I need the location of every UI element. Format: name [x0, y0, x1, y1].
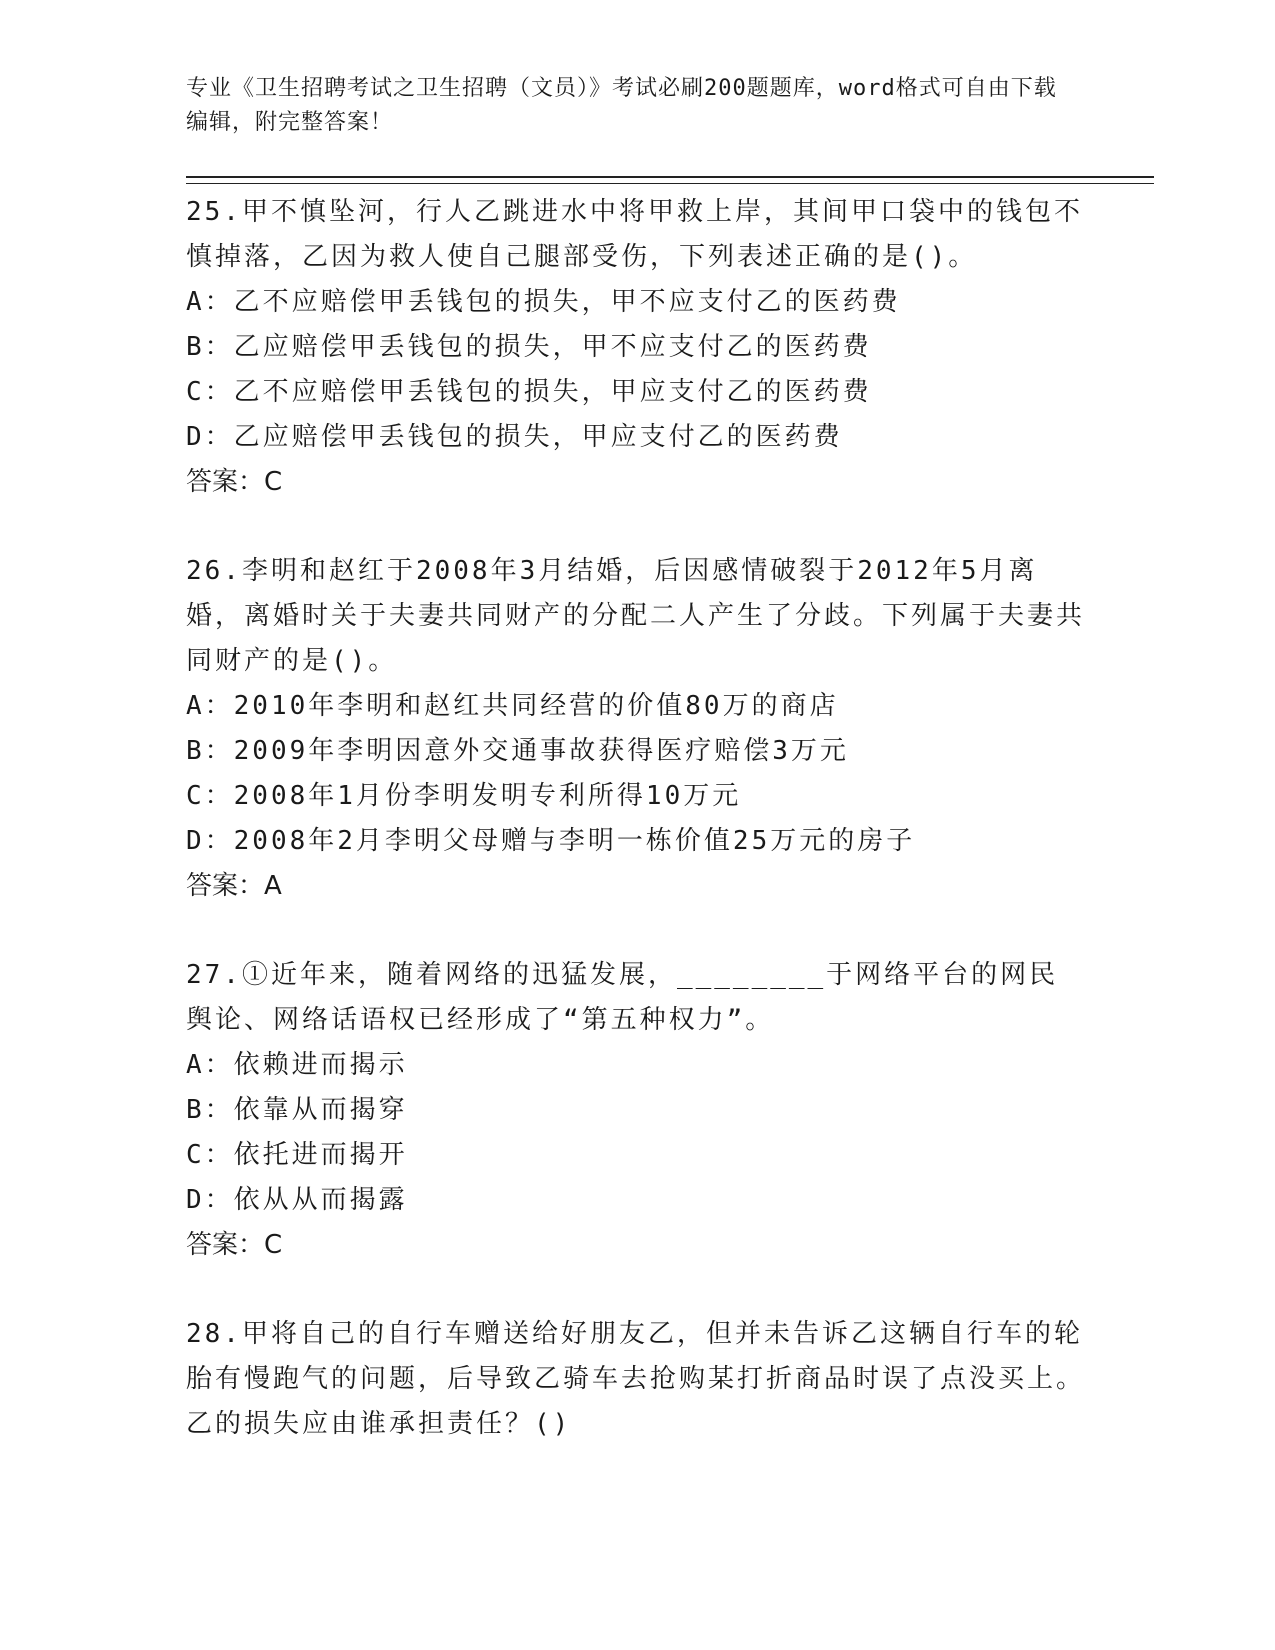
- question-list: [186, 190, 1086, 1491]
- option-d: D：2008年2月李明父母赠与李明一栋价值25万元的房子: [186, 826, 916, 856]
- question-stem: 27.①近年来，随着网络的迅猛发展，________于网络平台的网民舆论、网络话语权已经形成了“第五种权力”。: [186, 960, 1059, 1035]
- question-27: [186, 953, 1086, 1268]
- option-b: B：依靠从而揭穿: [186, 1095, 408, 1125]
- option-c: C：依托进而揭开: [186, 1140, 408, 1170]
- option-a: A：2010年李明和赵红共同经营的价值80万的商店: [186, 691, 839, 721]
- question-stem: 28.甲将自己的自行车赠送给好朋友乙，但并未告诉乙这辆自行车的轮胎有慢跑气的问题，后导致乙骑车去抢购某打折商品时误了点没买上。乙的损失应由谁承担责任？(): [186, 1319, 1086, 1439]
- option-d: D：依从从而揭露: [186, 1185, 408, 1215]
- option-c: C：乙不应赔偿甲丢钱包的损失，甲应支付乙的医药费: [186, 377, 872, 407]
- question-28: [186, 1312, 1086, 1447]
- option-a: A：乙不应赔偿甲丢钱包的损失，甲不应支付乙的医药费: [186, 287, 901, 317]
- answer-line: 答案：C: [186, 1230, 283, 1260]
- question-stem: 26.李明和赵红于2008年3月结婚，后因感情破裂于2012年5月离婚，离婚时关于夫妻共同财产的分配二人产生了分歧。下列属于夫妻共同财产的是()。: [186, 556, 1086, 676]
- answer-line: 答案：A: [186, 871, 282, 901]
- option-a: A：依赖进而揭示: [186, 1050, 408, 1080]
- header-divider-thick: [186, 176, 1154, 178]
- option-d: D：乙应赔偿甲丢钱包的损失，甲应支付乙的医药费: [186, 422, 843, 452]
- option-b: B：2009年李明因意外交通事故获得医疗赔偿3万元: [186, 736, 849, 766]
- question-stem: 25.甲不慎坠河，行人乙跳进水中将甲救上岸，其间甲口袋中的钱包不慎掉落，乙因为救人使自己腿部受伤，下列表述正确的是()。: [186, 197, 1083, 272]
- answer-line: 答案：C: [186, 467, 283, 497]
- option-c: C：2008年1月份李明发明专利所得10万元: [186, 781, 742, 811]
- document-header: 专业《卫生招聘考试之卫生招聘（文员）》考试必刷200题题库，word格式可自由下载编辑，附完整答案！: [186, 76, 1057, 135]
- question-25: [186, 190, 1086, 505]
- header-divider-thin: [186, 183, 1154, 184]
- question-26: [186, 549, 1086, 909]
- option-b: B：乙应赔偿甲丢钱包的损失，甲不应支付乙的医药费: [186, 332, 872, 362]
